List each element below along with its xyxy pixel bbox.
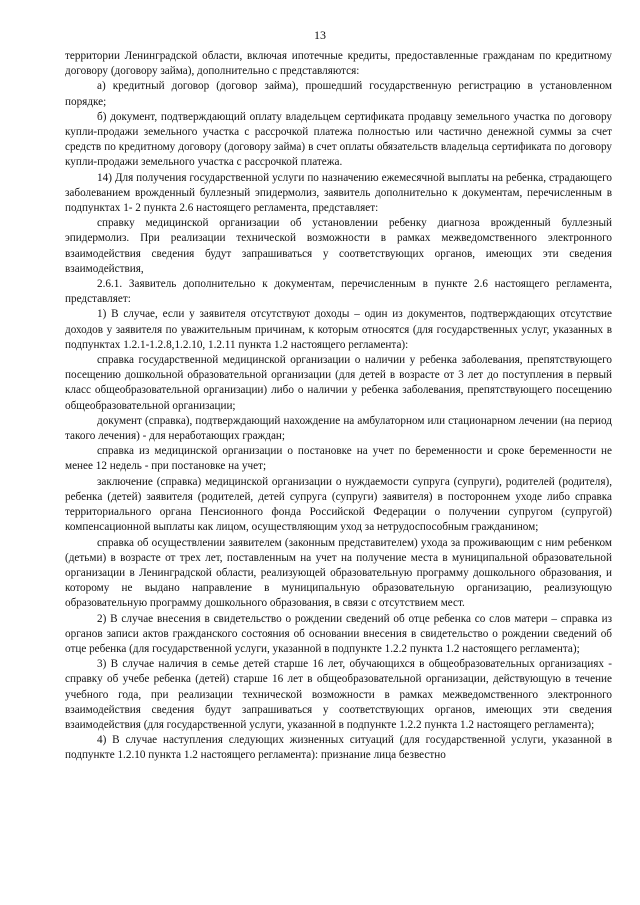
paragraph-state-medical-certificate: справка государственной медицинской организации о наличии у ребенка заболевания, препятствующего посещению дошкольной образовательной организации (для детей в возрасте от 3 лет до поступления в первый класс общеобразовательной организации) либо о наличии у ребенка заболевания, препятствующего посещению общеобразовательной организации; — [65, 354, 612, 412]
paragraph-item-a: а) кредитный договор (договор займа), прошедший государственную регистрацию в установленном порядке; — [65, 80, 612, 108]
paragraph-item-4: 4) В случае наступления следующих жизненных ситуаций (для государственной услуги, указанной в подпункте 1.2.10 пункта 1.2 настоящего регламента): признание лица безвестно — [65, 734, 612, 762]
paragraph-care-need-conclusion: заключение (справка) медицинской организации о нуждаемости супруга (супруги), родителей (родителя), ребенка (детей) заявителя (родителей, детей супруга (супруги) заявителя) в постороннем уходе либо справка территориального органа Пенсионного фонда Российской Федерации о получении супругом (супругой) компенсационной выплаты как лицом, осуществляющим уход за нетрудоспособным гражданином; — [65, 475, 612, 534]
paragraph-treatment-document: документ (справка), подтверждающий нахождение на амбулаторном или стационарном лечении (на период такого лечения) - для неработающих граждан; — [65, 414, 612, 443]
paragraph-continuation: территории Ленинградской области, включая ипотечные кредиты, предоставленные гражданам по кредитному договору (договору займа), дополнительно с представляются: — [65, 50, 612, 78]
paragraph-child-care-certificate: справка об осуществлении заявителем (законным представителем) ухода за проживающим с ним ребенком (детьми) в возрасте от трех лет, поставленным на учет на получение места в муниципальной образовательной организации в Ленинградской области, реализующей образовательную программу дошкольного образования, и которому не выдано направление в муниципальную образовательную организацию, реализующую образовательную программу дошкольного образования, в связи с отсутствием мест. — [65, 536, 612, 610]
paragraph-medical-certificate: справку медицинской организации об установлении ребенку диагноза врожденный буллезный эпидермолиз. При реализации технической возможности в рамках межведомственного электронного взаимодействия сведения будут запрашиваться у соответствующих органов, имеющих эти сведения взаимодействия, — [65, 217, 612, 275]
paragraph-section-2-6-1: 2.6.1. Заявитель дополнительно к документам, перечисленным в пункте 2.6 настоящего регламента, представляет: — [65, 278, 612, 306]
paragraph-pregnancy-certificate: справка из медицинской организации о постановке на учет по беременности и сроке беременности не менее 12 недель - при постановке на учет; — [65, 445, 612, 473]
paragraph-item-3: 3) В случае наличия в семье детей старше 16 лет, обучающихся в общеобразовательных организациях - справку об учебе ребенка (детей) старше 16 лет в общеобразовательной организации, действующую в течение учебного года, при реализации технической возможности в рамках межведомственного электронного взаимодействия сведения будут запрашиваться у соответствующих органов, имеющих эти сведения взаимодействия (для государственной услуги, указанной в подпункте 1.2.2 пункта 1.2 настоящего регламента); — [65, 658, 612, 731]
page-number: 13 — [314, 28, 326, 42]
paragraph-item-2: 2) В случае внесения в свидетельство о рождении сведений об отце ребенка со слов матери – справка из органов записи актов гражданского состояния об основании внесения в свидетельство о рождении сведений об отце ребенка (для государственной услуги, указанной в подпункте 1.2.2 пункта 1.2 настоящего регламента); — [65, 612, 612, 655]
paragraph-item-1: 1) В случае, если у заявителя отсутствуют доходы – один из документов, подтверждающих отсутствие доходов у заявителя по уважительным причинам, к которым относятся (для государственных услуг, указанных в подпунктах 1.2.1-1.2.8,1.2.10, 1.2.11 пункта 1.2 настоящего регламента): — [65, 308, 612, 351]
document-body — [65, 49, 612, 764]
paragraph-item-14: 14) Для получения государственной услуги по назначению ежемесячной выплаты на ребенка, страдающего заболеванием врожденный буллезный эпидермолиз, заявитель дополнительно к документам, перечисленным в подпунктах 1- 2 пункта 2.6 настоящего регламента, представляет: — [65, 171, 612, 215]
paragraph-item-b: б) документ, подтверждающий оплату владельцем сертификата продавцу земельного участка по договору купли-продажи земельного участка с рассрочкой платежа полностью или частично денежной суммы за счет средств по кредитному договору (договору займа) в счет оплаты обязательств владельца сертификата по договору купли-продажи земельного участка с рассрочкой платежа. — [65, 110, 612, 169]
